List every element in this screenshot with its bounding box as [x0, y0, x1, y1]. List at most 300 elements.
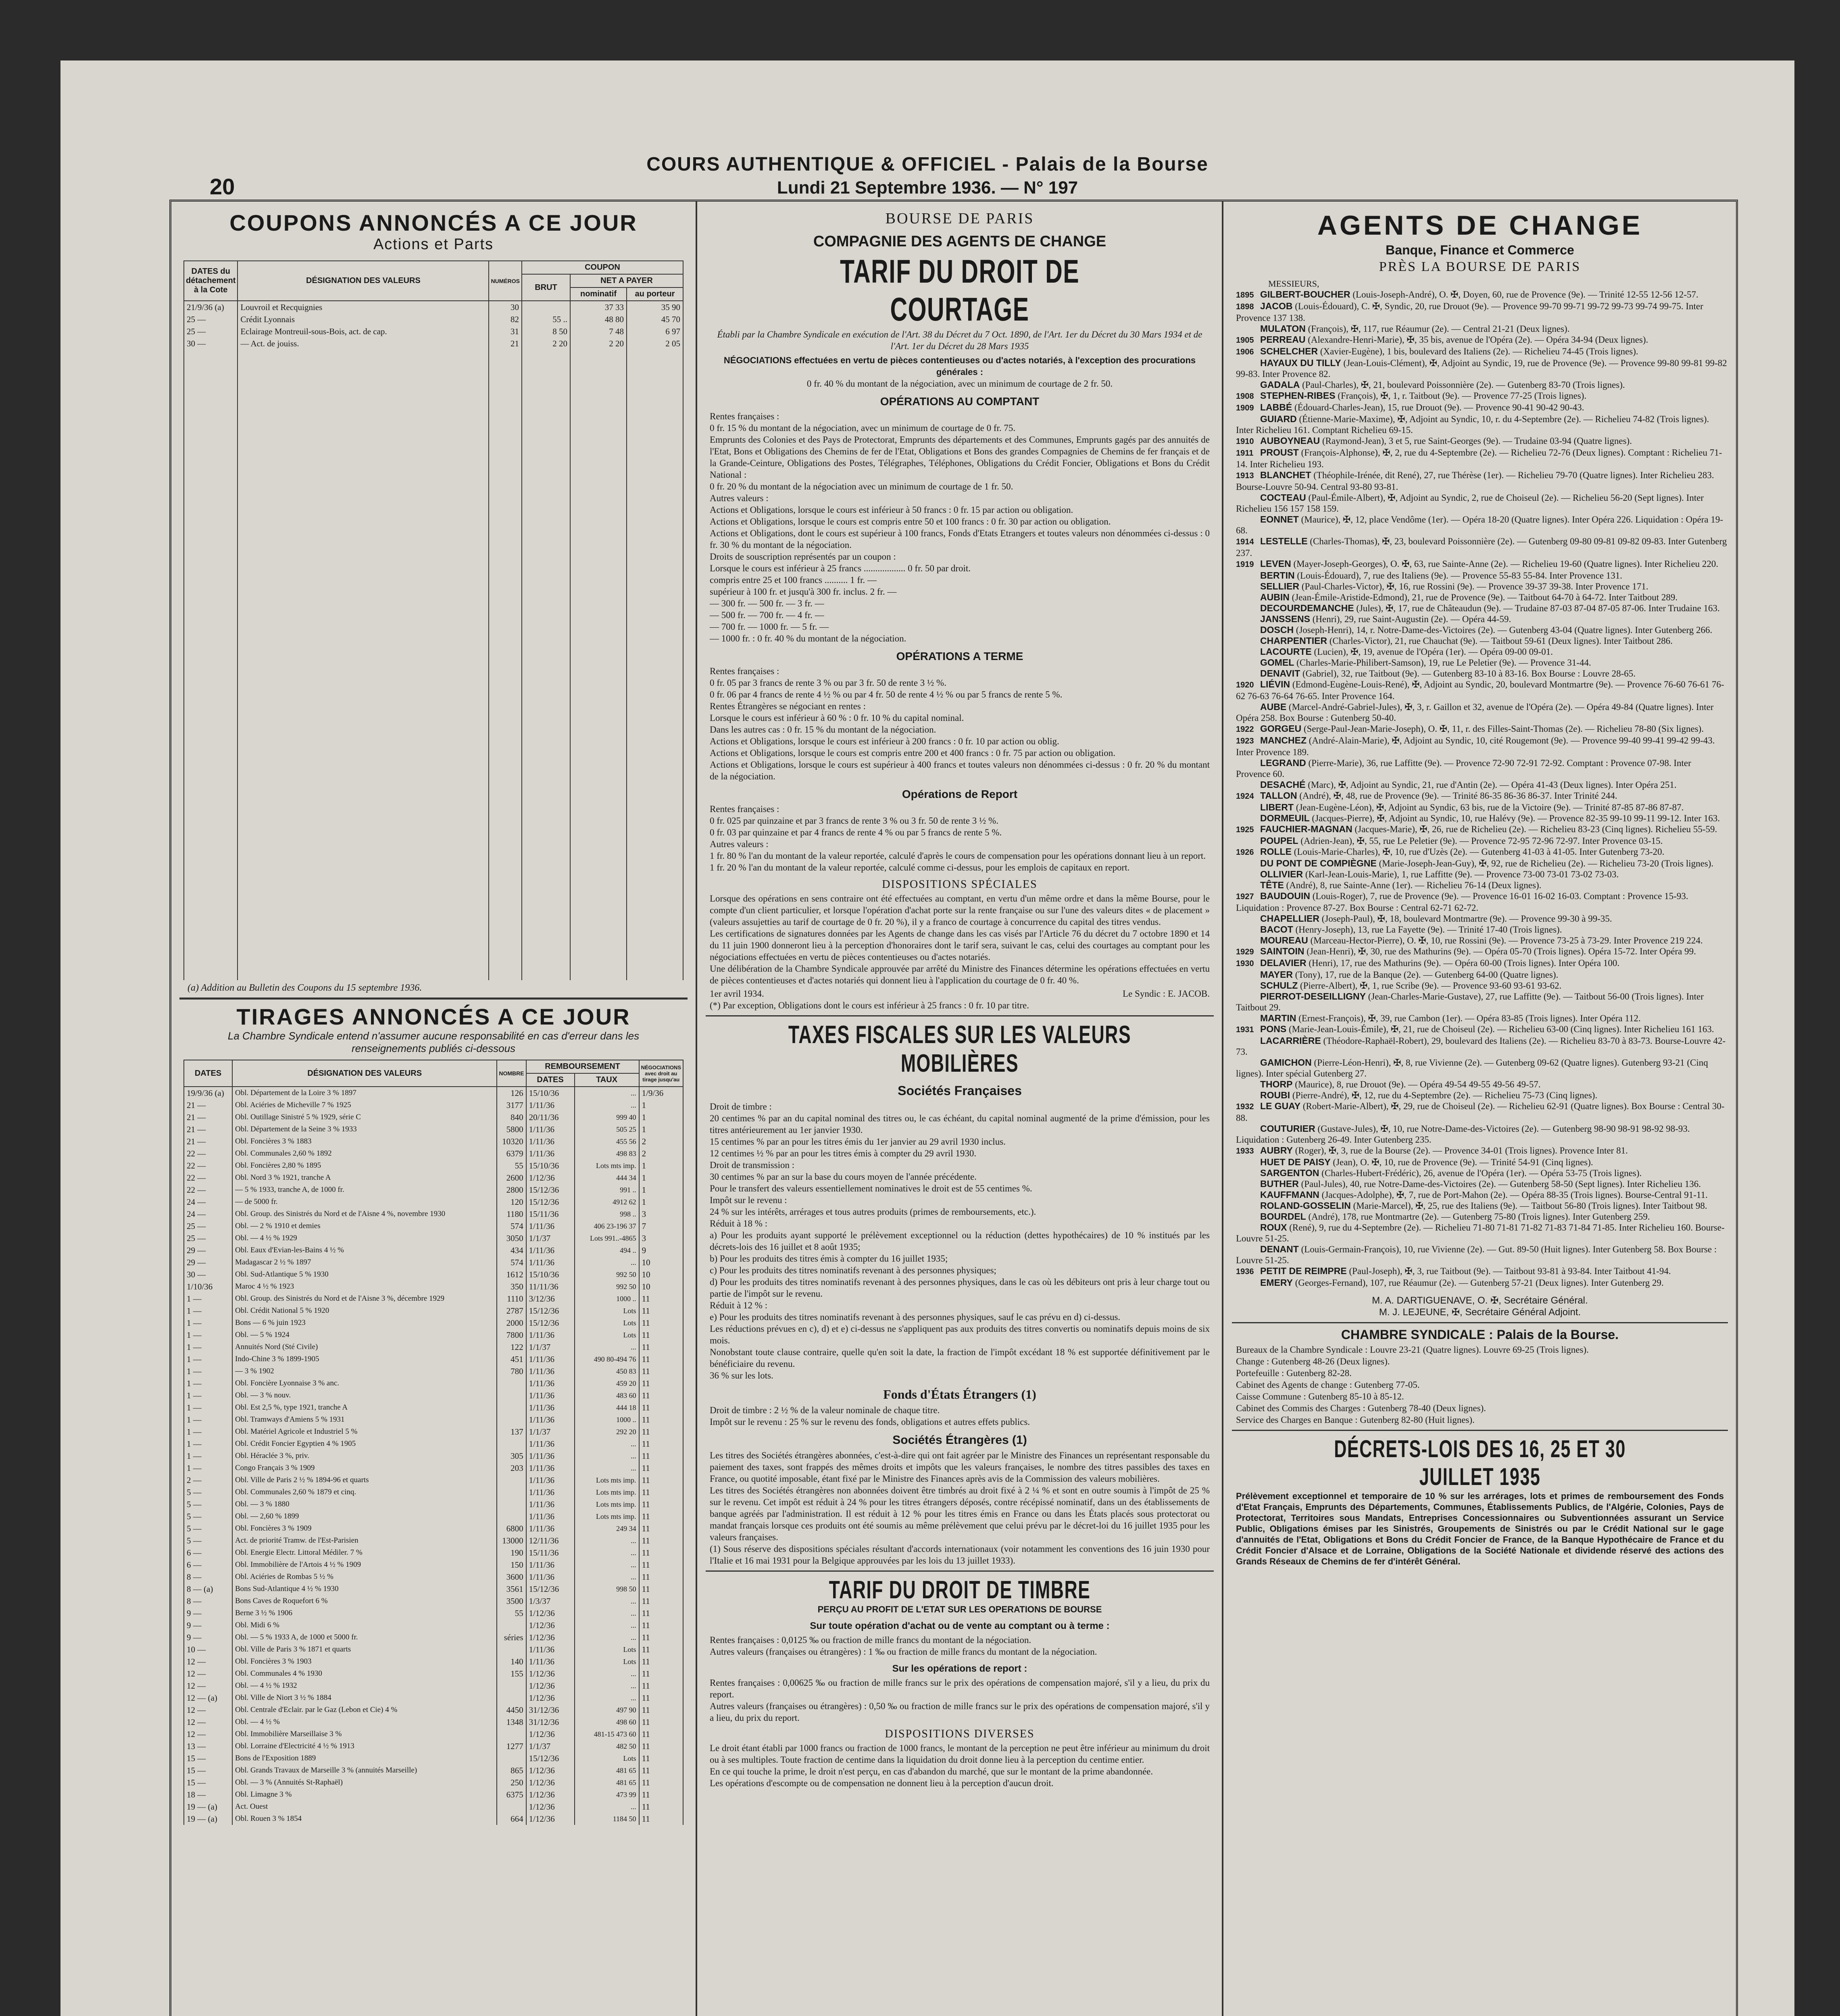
agent-details: (Louis-Joseph-André), O. ✠, Doyen, 60, rue de Provence (9e). — Trinité 12-55 12-56 12-57. [1352, 289, 1698, 300]
tirage-cell-rd: 1/11/36 [526, 1438, 575, 1450]
text-line: Autres valeurs : [710, 493, 769, 503]
tirage-cell-num: 155 [497, 1668, 526, 1680]
agent-entry [1224, 657, 1736, 668]
agent-details: (Karl-Jean-Louis-Marie), 1, rue Laffitte (9e). — Provence 73-00 73-01 73-02 73-03. [1305, 869, 1619, 879]
agent-entry [1224, 668, 1736, 679]
agent-name: POUPEL [1260, 835, 1298, 846]
tirage-cell-rd: 1/12/36 [526, 1172, 575, 1184]
tirage-row [184, 1813, 683, 1825]
agent-year: 1930 [1236, 959, 1254, 968]
tirage-cell-date: 1 — [184, 1293, 232, 1305]
tirage-cell-neg: 11 [639, 1474, 683, 1486]
dispositions-list [698, 893, 1222, 986]
agent-name: EMERY [1260, 1277, 1293, 1288]
tirage-cell-date: 1 — [184, 1402, 232, 1414]
tirage-row [184, 1607, 683, 1619]
agent-entry [1224, 1189, 1736, 1200]
tirage-cell-num [497, 1474, 526, 1486]
agent-entry [1224, 1024, 1736, 1035]
tirage-cell-taux: 998 .. [575, 1208, 639, 1220]
tirage-row [184, 1789, 683, 1801]
tirage-row [184, 1498, 683, 1510]
tirage-cell-date: 1 — [184, 1462, 232, 1474]
agent-entry [1224, 358, 1736, 379]
agent-name: MARTIN [1260, 1013, 1296, 1023]
tirage-cell-rd: 1/11/36 [526, 1656, 575, 1668]
col-coupon: COUPON [522, 261, 683, 274]
tirage-cell-name: Obl. Energie Electr. Littoral Médiler. 7 % [232, 1547, 497, 1559]
agent-name: PROUST [1260, 447, 1299, 458]
text-line: Impôt sur le revenu : [710, 1195, 787, 1205]
tirage-cell-num: 55 [497, 1160, 526, 1172]
tirage-cell-neg: 11 [639, 1450, 683, 1462]
agent-entry [1224, 625, 1736, 635]
agent-name: KAUFFMANN [1260, 1189, 1319, 1200]
tirage-cell-date: 19 — (a) [184, 1813, 232, 1825]
courtage-exception: (*) Par exception, Obligations dont le cours est inférieur à 25 francs : 0 fr. 10 par titre. [710, 1000, 1029, 1010]
coupons-subtitle: Actions et Parts [373, 236, 494, 253]
agent-entry [1224, 723, 1736, 735]
tirage-cell-neg: 11 [639, 1426, 683, 1438]
tirage-cell-taux: Lots mts imp. [575, 1474, 639, 1486]
tirage-cell-rd: 1/11/36 [526, 1365, 575, 1377]
agent-name: SCHELCHER [1260, 346, 1318, 356]
tirage-row [184, 1668, 683, 1680]
tirage-cell-rd: 20/11/36 [526, 1111, 575, 1123]
coupons-title: COUPONS ANNONCÉS A CE JOUR [229, 210, 638, 235]
tirage-cell-rd: 1/12/36 [526, 1789, 575, 1801]
timbre-p1 [698, 1634, 1222, 1658]
tirage-row [184, 1414, 683, 1426]
agent-details: (Étienne-Marie-Maxime), ✠, Adjoint au Syndic, 10, r. du 4-Septembre (2e). — Richelieu 74-82 (Trois lignes). Inter Richelieu 161. Comptant Richelieu 69-15. [1236, 414, 1709, 435]
tirage-cell-rd: 31/12/36 [526, 1704, 575, 1716]
agent-name: PETIT DE REIMPRE [1260, 1266, 1347, 1276]
taxes-etr-list [698, 1404, 1222, 1428]
tirage-row [184, 1341, 683, 1353]
tirage-cell-taux: 998 50 [575, 1583, 639, 1595]
agent-name: GAMICHON [1260, 1057, 1312, 1068]
text-line: Les titres des Sociétés étrangères abonnées, c'est-à-dire qui ont fait agréer par le Ministre des Finances un représentant responsable du paiement des taxes, sont frappés des mêmes droits et impôts que les valeurs françaises, le nombre des titres passibles des taxes en France, ou quotité imposable, étant fixé par le Ministre des Finances après avis de la Commission des valeurs mobilières. [710, 1450, 1210, 1484]
tirage-cell-taux: 991 .. [575, 1184, 639, 1196]
tirage-cell-taux: 498 83 [575, 1148, 639, 1160]
text-line: 24 % sur les intérêts, arrérages et tous autres produits (primes de remboursements, etc.). [710, 1207, 1036, 1217]
text-line: Rentes françaises : 0,0125 ‰ ou fraction de mille francs du montant de la négociation. [710, 1635, 1031, 1645]
agent-entry [1224, 514, 1736, 536]
tirage-cell-date: 13 — [184, 1740, 232, 1752]
tirage-cell-neg: 1 [639, 1099, 683, 1111]
tirage-cell-neg: 11 [639, 1752, 683, 1764]
agent-details: (Louis-Marie-Charles), ✠, 10, rue d'Uzès (2e). — Gutenberg 41-03 à 41-05. Inter Gutenberg 73-20. [1294, 847, 1665, 857]
tirage-cell-num: 3600 [497, 1571, 526, 1583]
agent-entry [1224, 536, 1736, 558]
tirage-cell-taux: 455 56 [575, 1135, 639, 1148]
agent-entry [1224, 1244, 1736, 1266]
tirage-cell-date: 6 — [184, 1547, 232, 1559]
agent-details: (Ernest-François), ✠, 39, rue Cambon (1er). — Opéra 83-85 (Trois lignes). Inter Opéra 112. [1298, 1013, 1641, 1023]
agent-entry [1224, 1101, 1736, 1123]
masthead-title: COURS AUTHENTIQUE & OFFICIEL - Palais de la Bourse [646, 154, 1209, 175]
tirage-row [184, 1801, 683, 1813]
tirage-cell-neg: 1 [639, 1123, 683, 1135]
agent-name: HUET DE PAISY [1260, 1157, 1331, 1167]
tirage-cell-num [497, 1438, 526, 1450]
taxes-soc-title: Sociétés Étrangères (1) [892, 1433, 1027, 1447]
tirage-row [184, 1317, 683, 1329]
text-line: Lorsque le cours est inférieur à 25 francs .................. 0 fr. 50 par droit. [710, 563, 971, 573]
text-line: Les opérations d'escompte ou de compensation ne donnent lieu à la perception d'aucun droit. [710, 1778, 1054, 1788]
agent-entry [1224, 969, 1736, 980]
taxes-title: TAXES FISCALES SUR LES VALEURS MOBILIÈRES [788, 1021, 1132, 1077]
timbre-h2: Sur les opérations de report : [892, 1663, 1027, 1674]
tirage-cell-num: 140 [497, 1656, 526, 1668]
agent-name: GUIARD [1260, 414, 1297, 424]
agent-name: DENANT [1260, 1244, 1299, 1254]
taxes-fr-list [698, 1101, 1222, 1381]
dispositions-title: DISPOSITIONS SPÉCIALES [882, 878, 1038, 891]
agent-entry [1224, 702, 1736, 723]
tirage-cell-num [497, 1498, 526, 1510]
col-t-dates: DATES [184, 1060, 232, 1087]
tirage-cell-neg: 11 [639, 1305, 683, 1317]
tirage-cell-date: 22 — [184, 1172, 232, 1184]
tirage-cell-name: Obl. Foncières 3 % 1903 [232, 1656, 497, 1668]
tirages-subtitle: La Chambre Syndicale entend n'assumer aucune responsabilité en cas d'erreur dans les renseignements publiés ci-dessous [227, 1030, 640, 1054]
agent-entry [1224, 935, 1736, 946]
text-line: Actions et Obligations, dont le cours est supérieur à 100 francs, Fonds d'Etats Etrangers et toutes valeurs non dénommées ci-dessus : 0 fr. 30 % du montant de la négociation. [710, 528, 1210, 550]
tirage-row [184, 1510, 683, 1522]
tirage-cell-neg: 11 [639, 1293, 683, 1305]
tirage-cell-name: Obl. Midi 6 % [232, 1619, 497, 1631]
tirage-cell-rd: 1/12/36 [526, 1680, 575, 1692]
tirage-cell-taux: 498 60 [575, 1716, 639, 1728]
agent-name: BLANCHET [1260, 470, 1311, 480]
agent-details: (Jean-Henri), ✠, 30, rue des Mathurins (9e). — Opéra 05-70 (Trois lignes). Opéra 15-72. Inter Opéra 99. [1307, 946, 1696, 956]
tirage-cell-neg: 11 [639, 1571, 683, 1583]
agent-details: (Marie-Jean-Louis-Émile), ✠, 21, rue de Choiseul (2e). — Richelieu 63-00 (Cinq lignes). Inter Richelieu 161 163. [1288, 1024, 1714, 1034]
col-t-nombre: NOMBRE [497, 1060, 526, 1087]
coupon-row [184, 313, 683, 325]
tirage-cell-rd: 15/12/36 [526, 1196, 575, 1208]
tirage-cell-neg: 1 [639, 1172, 683, 1184]
taxes-soc-list [698, 1450, 1222, 1566]
agent-details: (Robert-Marie-Albert), ✠, 29, rue de Choiseul (2e). — Richelieu 62-91 (Quatre lignes). Box Bourse : Central 30-88. [1236, 1101, 1725, 1123]
tirage-cell-date: 1 — [184, 1317, 232, 1329]
tirage-cell-num [497, 1510, 526, 1522]
agent-year: 1929 [1236, 948, 1254, 956]
tirage-cell-taux: 450 83 [575, 1365, 639, 1377]
tirage-cell-name: Obl. Immobilière de l'Artois 4 ½ % 1909 [232, 1559, 497, 1571]
agent-details: (Pierre-André), ✠, 12, rue du 4-Septembre (2e). — Richelieu 75-73 (Cinq lignes). [1292, 1090, 1598, 1100]
tirage-cell-date: 21 — [184, 1123, 232, 1135]
coupon-cell-port: 45 70 [627, 313, 683, 325]
comptant-list [698, 410, 1222, 644]
tirage-cell-date: 9 — [184, 1619, 232, 1631]
tirage-cell-date: 8 — [184, 1595, 232, 1607]
tirage-cell-date: 6 — [184, 1559, 232, 1571]
text-line: Les certifications de signatures données par les Agents de change dans les cas visés par l'Article 76 du décret du 7 octobre 1890 et 14 du 11 juin 1900 donneront lieu à la perception d'honoraires dont le tarif sera, suivant le cas, celui des courtages au comptant pour les négociations effectuées en vertu de pièces contentieuses ou d'actes notariés. [710, 929, 1210, 962]
tirage-row [184, 1111, 683, 1123]
agent-entry [1224, 779, 1736, 790]
tirage-cell-name: Obl. — 5 % 1924 [232, 1329, 497, 1341]
tirage-cell-neg: 11 [639, 1801, 683, 1813]
tirage-cell-date: 1 — [184, 1353, 232, 1365]
tirage-cell-rd: 1/1/37 [526, 1341, 575, 1353]
agent-entry [1224, 858, 1736, 869]
compagnie-label: COMPAGNIE DES AGENTS DE CHANGE [813, 233, 1107, 250]
coupon-cell-name: — Act. de jouiss. [238, 337, 489, 350]
agent-name: BERTIN [1260, 570, 1295, 581]
coupon-cell-num: 30 [489, 301, 522, 313]
tirage-cell-rd: 15/12/36 [526, 1752, 575, 1764]
tirage-cell-num: 3050 [497, 1232, 526, 1244]
agent-details: (Louis-Germain-François), 10, rue Vivienne (2e). — Gut. 89-50 (Huit lignes). Inter Gutenberg 58. Box Bourse : Louvre 51-25. [1236, 1244, 1717, 1265]
courtage-date: 1er avril 1934. [710, 989, 764, 999]
agent-details: (Edmond-Eugène-Louis-René), ✠, Adjoint au Syndic, 20, boulevard Montmartre (9e). — Provence 76-60 76-61 76-62 76-63 76-64 76-65. Inter Provence 164. [1236, 679, 1724, 701]
agent-entry [1224, 813, 1736, 824]
tirage-cell-num: séries [497, 1631, 526, 1643]
tirage-row [184, 1196, 683, 1208]
tirage-cell-date: 1 — [184, 1365, 232, 1377]
tirage-cell-date: 12 — [184, 1704, 232, 1716]
agents-list [1224, 289, 1736, 1288]
text-line: — 500 fr. — 700 fr. — 4 fr. — [710, 610, 824, 620]
tirage-row [184, 1595, 683, 1607]
text-line: Caisse Commune : Gutenberg 85-10 à 85-12. [1236, 1391, 1404, 1402]
tirage-row [184, 1389, 683, 1402]
tirage-cell-rd: 1/12/36 [526, 1631, 575, 1643]
tirage-row [184, 1365, 683, 1377]
agent-details: (Jules), ✠, 17, rue de Châteaudun (9e). — Trudaine 87-03 87-04 87-05 87-06. Inter Trudaine 163. [1356, 603, 1720, 613]
tirage-cell-neg: 11 [639, 1365, 683, 1377]
courtage-signature: Le Syndic : E. JACOB. [1123, 989, 1210, 999]
timbre-div [698, 1742, 1222, 1789]
agent-entry [1224, 1145, 1736, 1157]
agent-entry [1224, 646, 1736, 657]
tirage-cell-name: Obl. Ville de Niort 3 ½ % 1884 [232, 1692, 497, 1704]
tirage-cell-date: 22 — [184, 1184, 232, 1196]
agent-name: AUBE [1260, 702, 1287, 712]
tirage-cell-neg: 1 [639, 1160, 683, 1172]
tirage-row [184, 1268, 683, 1281]
tirage-cell-taux: Lots mts imp. [575, 1160, 639, 1172]
tirage-row [184, 1619, 683, 1631]
coupon-row [184, 325, 683, 337]
agent-name: LABBÉ [1260, 402, 1292, 412]
col-t-taux: TAUX [575, 1073, 639, 1087]
tirage-cell-neg: 11 [639, 1595, 683, 1607]
agent-details: (Alexandre-Henri-Marie), ✠, 35 bis, avenue de l'Opéra (2e). — Opéra 34-94 (Deux lignes). [1308, 335, 1648, 345]
text-line: Les titres des Sociétés étrangères non abonnées doivent être timbrés au droit fixé à 2 ¼ % et sont en outre soumis à l'impôt de 25 % sur le revenu. Cet impôt est réduit à 24 % pour les titres étrangers déposés, contre récépissé nominatif, dans un des établissements de banque agréés par l'administration. Il est réduit à 12 % pour les titres émis en France ou dans les États placés sous protectorat ou mandat français lorsque ces produits ont été soumis au même prélèvement que celui prévu par le décret-loi du 16 juillet 1935 pour les valeurs françaises. [710, 1485, 1210, 1542]
tirage-cell-rd: 15/11/36 [526, 1547, 575, 1559]
tirage-cell-num: 7800 [497, 1329, 526, 1341]
coupon-cell-name: Crédit Lyonnais [238, 313, 489, 325]
tirage-cell-taux: 249 34 [575, 1522, 639, 1535]
text-line: d) Pour les produits des titres nominatifs revenant à des personnes physiques, dans le cas où les débiteurs ont pris à leur charge tout ou partie de l'impôt sur le revenu. [710, 1277, 1210, 1299]
bourse-label: BOURSE DE PARIS [885, 210, 1034, 227]
agent-name: EONNET [1260, 514, 1299, 525]
agent-year: 1925 [1236, 825, 1254, 834]
tirage-cell-rd: 1/12/36 [526, 1813, 575, 1825]
tirage-cell-taux: ... [575, 1595, 639, 1607]
tirage-cell-name: Bons Sud-Atlantique 4 ½ % 1930 [232, 1583, 497, 1595]
tirage-cell-name: Obl. Ville de Paris 2 ½ % 1894-96 et quarts [232, 1474, 497, 1486]
tirage-cell-neg: 11 [639, 1583, 683, 1595]
coupon-cell-port: 2 05 [627, 337, 683, 350]
agent-name: LE GUAY [1260, 1101, 1301, 1111]
coupon-cell-port: 6 97 [627, 325, 683, 337]
tirage-cell-taux: 1000 .. [575, 1293, 639, 1305]
text-line: Réduit à 18 % : [710, 1218, 768, 1229]
agent-details: (François), ✠, 117, rue Réaumur (2e). — Central 21-21 (Deux lignes). [1308, 324, 1570, 334]
tirage-cell-num: 5800 [497, 1123, 526, 1135]
tirage-cell-neg: 11 [639, 1353, 683, 1365]
tirage-row [184, 1305, 683, 1317]
tirage-cell-rd: 1/11/36 [526, 1220, 575, 1232]
agent-details: (Pierre-Léon-Henri), ✠, 8, rue Vivienne (2e). — Gutenberg 09-62 (Quatre lignes). Gutenberg 93-21 (Cinq lignes). Inter spécial Gutenberg 27. [1236, 1058, 1708, 1079]
tirage-cell-name: Obl. — 3 % nouv. [232, 1389, 497, 1402]
tirage-cell-taux: 292 20 [575, 1426, 639, 1438]
agent-entry [1224, 470, 1736, 492]
tirage-cell-rd: 1/1/37 [526, 1232, 575, 1244]
agent-details: (Paul-Jules), 40, rue Notre-Dame-des-Victoires (2e). — Gutenberg 58-50 (Sept lignes). Inter Richelieu 136. [1301, 1179, 1701, 1189]
tirage-cell-neg: 11 [639, 1656, 683, 1668]
agents-subtitle: Banque, Finance et Commerce [1386, 243, 1574, 257]
agent-entry [1224, 1179, 1736, 1189]
agent-entry [1224, 603, 1736, 614]
text-line: Une délibération de la Chambre Syndicale approuvée par arrêté du Ministre des Finances détermine les opérations effectuées en vertu de pièces contentieuses et d'actes notariés qui donnent lieu à l'application du courtage de 0 fr. 40 %. [710, 964, 1210, 985]
tirage-cell-taux: Lots [575, 1752, 639, 1764]
tirage-cell-rd: 1/11/36 [526, 1474, 575, 1486]
tirage-cell-num: 137 [497, 1426, 526, 1438]
agent-entry [1224, 334, 1736, 346]
tirage-cell-taux: Lots mts imp. [575, 1486, 639, 1498]
agent-entry [1224, 679, 1736, 702]
tirage-cell-rd: 1/11/36 [526, 1571, 575, 1583]
tirage-cell-num: 13000 [497, 1535, 526, 1547]
agent-entry [1224, 802, 1736, 813]
tirage-cell-taux: 483 60 [575, 1389, 639, 1402]
tirage-cell-name: — 5 % 1933, tranche A, de 1000 fr. [232, 1184, 497, 1196]
tirage-cell-neg: 11 [639, 1389, 683, 1402]
agent-year: 1909 [1236, 404, 1254, 412]
tirage-cell-neg: 11 [639, 1704, 683, 1716]
tirage-row [184, 1087, 683, 1099]
tirage-row [184, 1184, 683, 1196]
text-line: Actions et Obligations, lorsque le cours est supérieur à 400 francs et toutes valeurs non dénommées ci-dessus : 0 fr. 20 % du montant de la négociation. [710, 760, 1210, 781]
col-nominatif: nominatif [570, 287, 627, 301]
tirage-row [184, 1256, 683, 1268]
tirage-row [184, 1522, 683, 1535]
tirage-cell-num: 126 [497, 1087, 526, 1099]
agent-name: LEGRAND [1260, 758, 1306, 768]
tirage-cell-name: Obl. — 3 % 1880 [232, 1498, 497, 1510]
tirage-cell-rd: 1/3/37 [526, 1595, 575, 1607]
tirage-cell-name: Berne 3 ½ % 1906 [232, 1607, 497, 1619]
agent-details: (Louis-Roger), 7, rue de Provence (9e). — Provence 16-01 16-02 16-03. Comptant : Provence 15-93. Liquidation : Provence 87-27. Box Bourse : Central 62-71 62-72. [1236, 891, 1688, 913]
agent-details: (Charles-Hubert-Frédéric), 26, avenue de l'Opéra (1er). — Opéra 53-75 (Trois lignes). [1321, 1168, 1642, 1178]
text-line: 0 fr. 05 par 3 francs de rente 3 % ou par 3 fr. 50 de rente 3 ½ %. [710, 678, 946, 688]
agent-entry [1224, 1168, 1736, 1179]
tirage-cell-num [497, 1619, 526, 1631]
text-line: Actions et Obligations, lorsque le cours est inférieur à 200 francs : 0 fr. 10 par action ou oblig. [710, 736, 1059, 746]
tirage-row [184, 1232, 683, 1244]
coupon-cell-brut: 2 20 [522, 337, 570, 350]
tirage-cell-num [497, 1643, 526, 1656]
tirage-cell-date: 10 — [184, 1643, 232, 1656]
agent-name: JACOB [1260, 301, 1293, 311]
agent-year: 1910 [1236, 437, 1254, 446]
agent-details: (Gustave-Jules), ✠, 10, rue Notre-Dame-des-Victoires (2e). — Gutenberg 98-90 98-91 98-92 98-93. Liquidation : Gutenberg 26-49. Inter Gutenberg 235. [1236, 1124, 1690, 1145]
coupons-addition: (a) Addition au Bulletin des Coupons du 15 septembre 1936. [188, 983, 422, 993]
agent-details: (Xavier-Eugène), 1 bis, boulevard des Italiens (2e). — Richelieu 74-45 (Trois lignes). [1320, 346, 1638, 356]
tirage-row [184, 1402, 683, 1414]
agent-details: (Marcel-André-Gabriel-Jules), ✠, 3, r. Gaillon et 32, avenue de l'Opéra (2e). — Opéra 49-84 (Quatre lignes). Inter Opéra 258. Box Bourse : Gutenberg 50-40. [1236, 702, 1714, 723]
coupon-cell-name: Louvroil et Recquignies [238, 301, 489, 313]
tirage-row [184, 1172, 683, 1184]
tirage-cell-name: Obl. — 2,60 % 1899 [232, 1510, 497, 1522]
agents-messieurs: MESSIEURS, [1268, 279, 1319, 289]
tirage-cell-rd: 1/12/36 [526, 1668, 575, 1680]
agent-year: 1913 [1236, 471, 1254, 480]
tirage-cell-taux: ... [575, 1680, 639, 1692]
tirage-cell-neg: 11 [639, 1716, 683, 1728]
agent-year: 1914 [1236, 537, 1254, 546]
tirage-cell-taux: 490 80-494 76 [575, 1353, 639, 1365]
agent-name: DENAVIT [1260, 668, 1300, 679]
agent-details: (Marie-Joseph-Jean-Guy), ✠, 92, rue de Richelieu (2e). — Richelieu 73-20 (Trois lignes). [1379, 858, 1714, 868]
tirage-cell-rd: 1/12/36 [526, 1728, 575, 1740]
text-line: — 700 fr. — 1000 fr. — 5 fr. — [710, 622, 829, 632]
tirage-cell-taux: ... [575, 1668, 639, 1680]
tirage-row [184, 1474, 683, 1486]
terme-title: OPÉRATIONS A TERME [896, 650, 1023, 662]
tirage-cell-date: 15 — [184, 1776, 232, 1789]
col-designation: DÉSIGNATION DES VALEURS [238, 261, 489, 301]
col-porteur: au porteur [627, 287, 683, 301]
tirage-cell-taux: 992 50 [575, 1268, 639, 1281]
agent-details: (Tony), 17, rue de la Banque (2e). — Gutenberg 64-00 (Quatre lignes). [1295, 970, 1559, 980]
text-line: 12 centimes ½ % par an pour les titres émis à compter du 29 avril 1930. [710, 1148, 977, 1158]
tirage-cell-name: Obl. Outillage Sinistré 5 % 1929, série C [232, 1111, 497, 1123]
text-line: Rentes françaises : [710, 666, 779, 676]
agent-name: AUBOYNEAU [1260, 435, 1320, 446]
tirage-cell-date: 1 — [184, 1426, 232, 1438]
agent-entry [1224, 447, 1736, 470]
text-line: Les réductions prévues en c), d) et e) ci-dessus ne s'appliquent pas aux produits des titres convertis ou nominatifs depuis moins de six mois. [710, 1324, 1210, 1345]
tirage-cell-name: Act. Ouest [232, 1801, 497, 1813]
tirage-cell-num: 780 [497, 1365, 526, 1377]
tirage-cell-date: 19/9/36 (a) [184, 1087, 232, 1099]
tirage-row [184, 1148, 683, 1160]
tirage-cell-name: Bons Caves de Roquefort 6 % [232, 1595, 497, 1607]
agent-name: ROUX [1260, 1222, 1287, 1233]
col-brut: BRUT [522, 274, 570, 301]
tirage-cell-taux: 497 90 [575, 1704, 639, 1716]
tirage-row [184, 1656, 683, 1668]
courtage-intro: Établi par la Chambre Syndicale en exécution de l'Art. 38 du Décret du 7 Oct. 1890, de l'Art. 1er du Décret du 30 Mars 1934 et de l'Art. 1er du Décret du 28 Mars 1935 [717, 329, 1202, 351]
tirage-cell-rd: 1/11/36 [526, 1353, 575, 1365]
agent-name: DORMEUIL [1260, 813, 1310, 823]
tirage-cell-taux: ... [575, 1535, 639, 1547]
tirage-cell-neg: 1 [639, 1196, 683, 1208]
coupon-cell-date: 21/9/36 (a) [184, 301, 238, 313]
text-line: Lorsque des opérations en sens contraire ont été effectuées au comptant, en vertu d'un même ordre et dans la même Bourse, pour le compte d'un client particulier, et lorsque l'opération d'achat porte sur la rente française ou sur l'une des valeurs dites « de placement » (valeurs assujetties au tarif de courtage de 0 fr. 20 %), il y a franco de courtage à concurrence du capital des titres vendus. [710, 893, 1210, 927]
tirage-cell-neg: 11 [639, 1547, 683, 1559]
tirage-cell-rd: 15/12/36 [526, 1583, 575, 1595]
tirage-cell-num: 6800 [497, 1522, 526, 1535]
tirage-cell-taux: ... [575, 1631, 639, 1643]
tirage-cell-date: 12 — [184, 1680, 232, 1692]
